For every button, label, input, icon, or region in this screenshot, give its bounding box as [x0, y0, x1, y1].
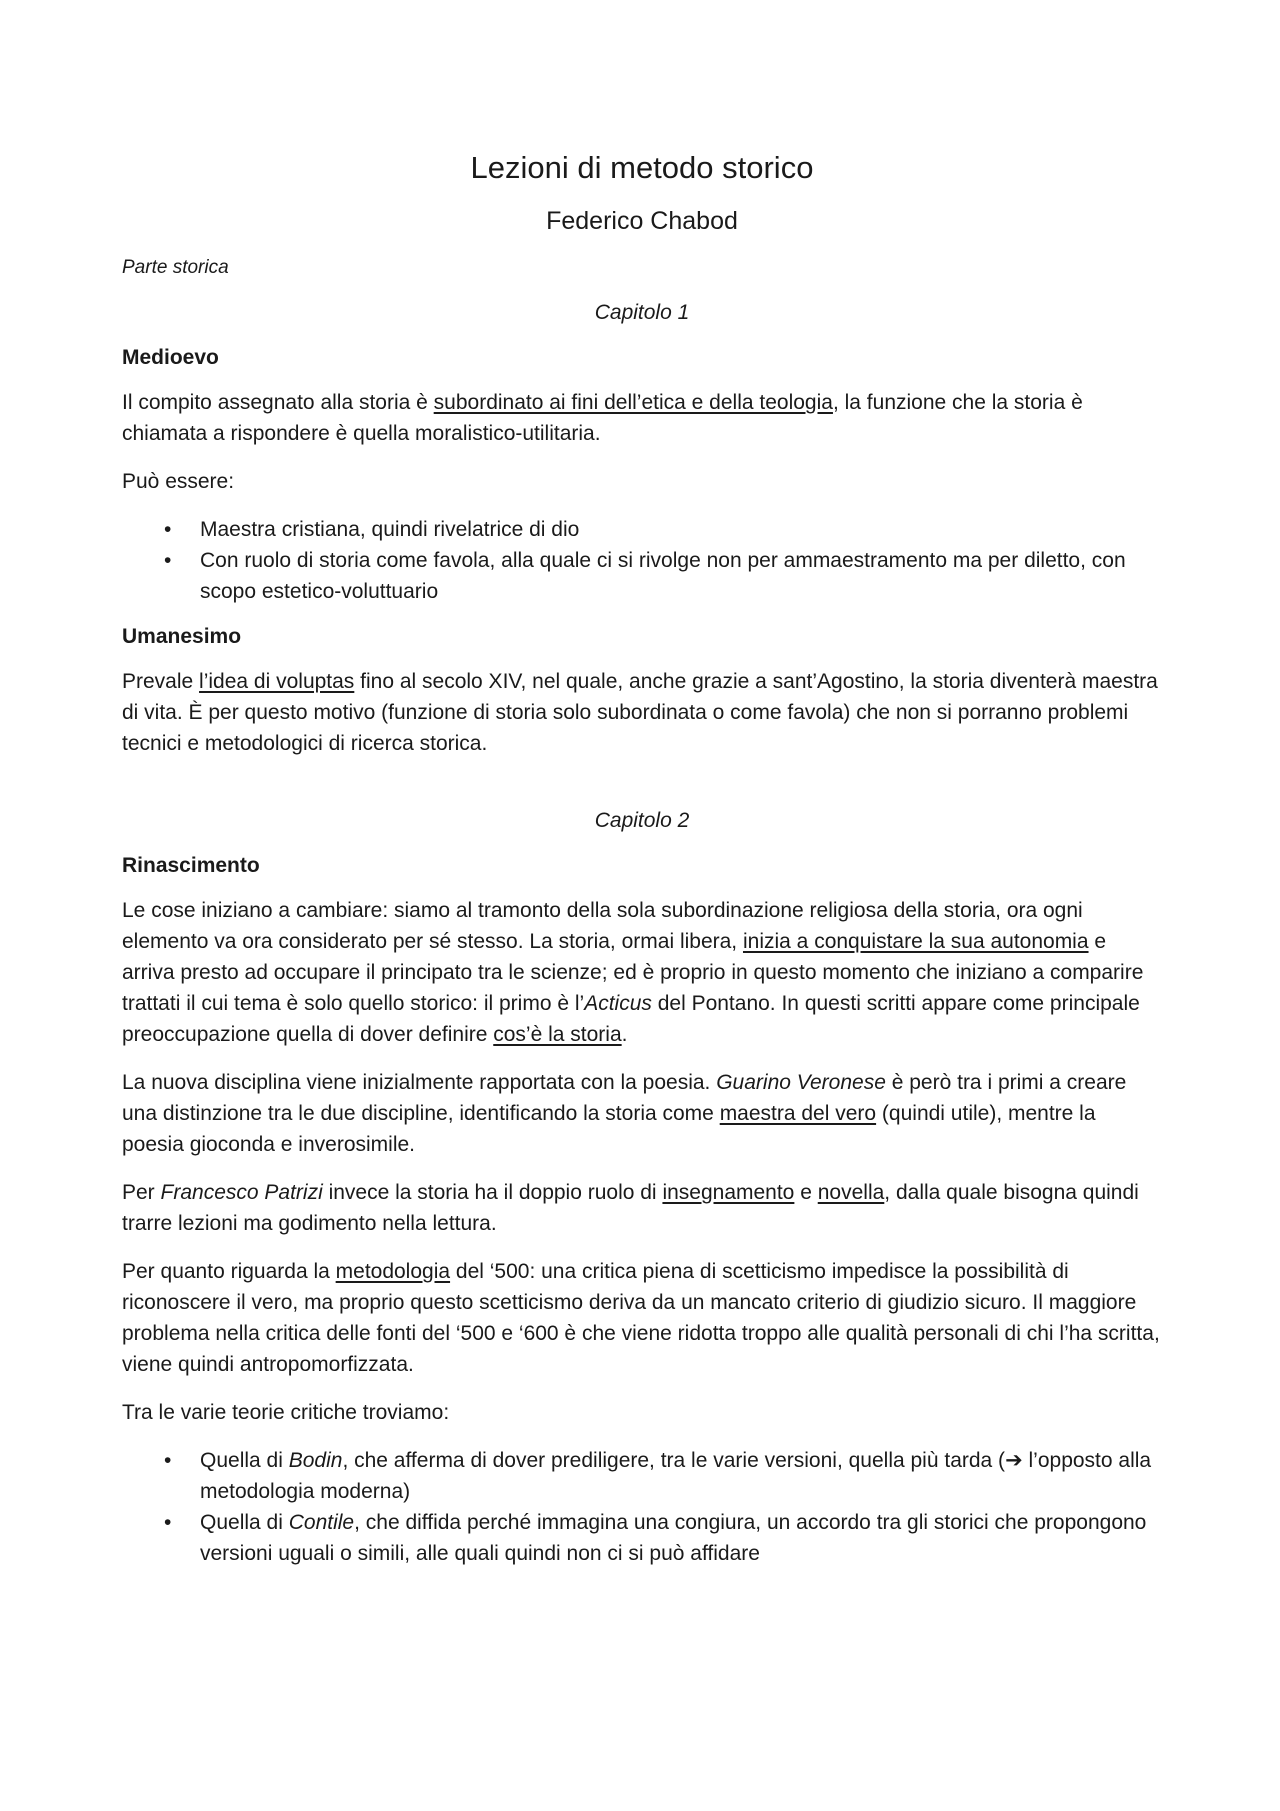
section-medioevo-title: Medioevo — [122, 346, 219, 369]
section-rinascimento-title: Rinascimento — [122, 854, 260, 877]
list-item: • Quella di Contile, che diffida perché immagina una congiura, un accordo tra gli storici che propongono versioni uguali o simili, alle quali quindi non ci si può affidare — [122, 1507, 1162, 1569]
part-label: Parte storica — [122, 257, 229, 278]
chapter-1-heading: Capitolo 1 — [594, 301, 690, 324]
rinascimento-paragraph-1: Le cose iniziano a cambiare: siamo al tramonto della sola subordinazione religiosa della storia, ora ogni elemento va ora considerato per sé stesso. La storia, ormai libera, inizia a conquistare la sua autonomia e arriva presto ad occupare il principato tra le scienze; ed è proprio in questo momento che iniziano a comparire trattati il cui tema è solo quello storico: il primo è l’Acticus del Pontano. In questi scritti appare come principale preoccupazione quella di dover definire cos’è la storia. — [122, 899, 1144, 1046]
chapter-2-heading: Capitolo 2 — [594, 809, 690, 832]
list-item: • Maestra cristiana, quindi rivelatrice di dio — [122, 514, 1162, 545]
rinascimento-bullet-list — [122, 1445, 1162, 1569]
arrow-right-icon: ➔ — [1005, 1449, 1023, 1472]
document-title: Lezioni di metodo storico — [470, 150, 814, 185]
umanesimo-paragraph-1: Prevale l’idea di voluptas fino al secolo XIV, nel quale, anche grazie a sant’Agostino, la storia diventerà maestra di vita. È per questo motivo (funzione di storia solo subordinata o come favola) che non si porranno problemi tecnici e metodologici di ricerca storica. — [122, 670, 1158, 755]
bullet-icon: • — [164, 549, 172, 572]
rinascimento-paragraph-5: Tra le varie teorie critiche troviamo: — [122, 1401, 450, 1424]
rinascimento-paragraph-3: Per Francesco Patrizi invece la storia ha il doppio ruolo di insegnamento e novella, dalla quale bisogna quindi trarre lezioni ma godimento nella lettura. — [122, 1181, 1139, 1235]
document-author: Federico Chabod — [546, 207, 738, 235]
bullet-icon: • — [164, 1511, 172, 1534]
medioevo-paragraph-2: Può essere: — [122, 470, 235, 493]
medioevo-paragraph-1: Il compito assegnato alla storia è subordinato ai fini dell’etica e della teologia, la funzione che la storia è chiamata a rispondere è quella moralistico-utilitaria. — [122, 391, 1083, 445]
list-item: • Con ruolo di storia come favola, alla quale ci si rivolge non per ammaestramento ma per diletto, con scopo estetico-voluttuario — [122, 545, 1162, 607]
rinascimento-paragraph-2: La nuova disciplina viene inizialmente rapportata con la poesia. Guarino Veronese è però tra i primi a creare una distinzione tra le due discipline, identificando la storia come maestra del vero (quindi utile), mentre la poesia gioconda e inverosimile. — [122, 1071, 1127, 1156]
bullet-icon: • — [164, 1449, 172, 1472]
bullet-icon: • — [164, 518, 172, 541]
medioevo-bullet-list — [122, 514, 1162, 607]
list-item: • Quella di Bodin, che afferma di dover prediligere, tra le varie versioni, quella più tarda (➔ l’opposto alla metodologia moderna) — [122, 1445, 1162, 1507]
rinascimento-paragraph-4: Per quanto riguarda la metodologia del ‘500: una critica piena di scetticismo impedisce la possibilità di riconoscere il vero, ma proprio questo scetticismo deriva da un mancato criterio di giudizio sicuro. Il maggiore problema nella critica delle fonti del ‘500 e ‘600 è che viene ridotta troppo alle qualità personali di chi l’ha scritta, viene quindi antropomorfizzata. — [122, 1260, 1160, 1376]
section-umanesimo-title: Umanesimo — [122, 625, 242, 648]
